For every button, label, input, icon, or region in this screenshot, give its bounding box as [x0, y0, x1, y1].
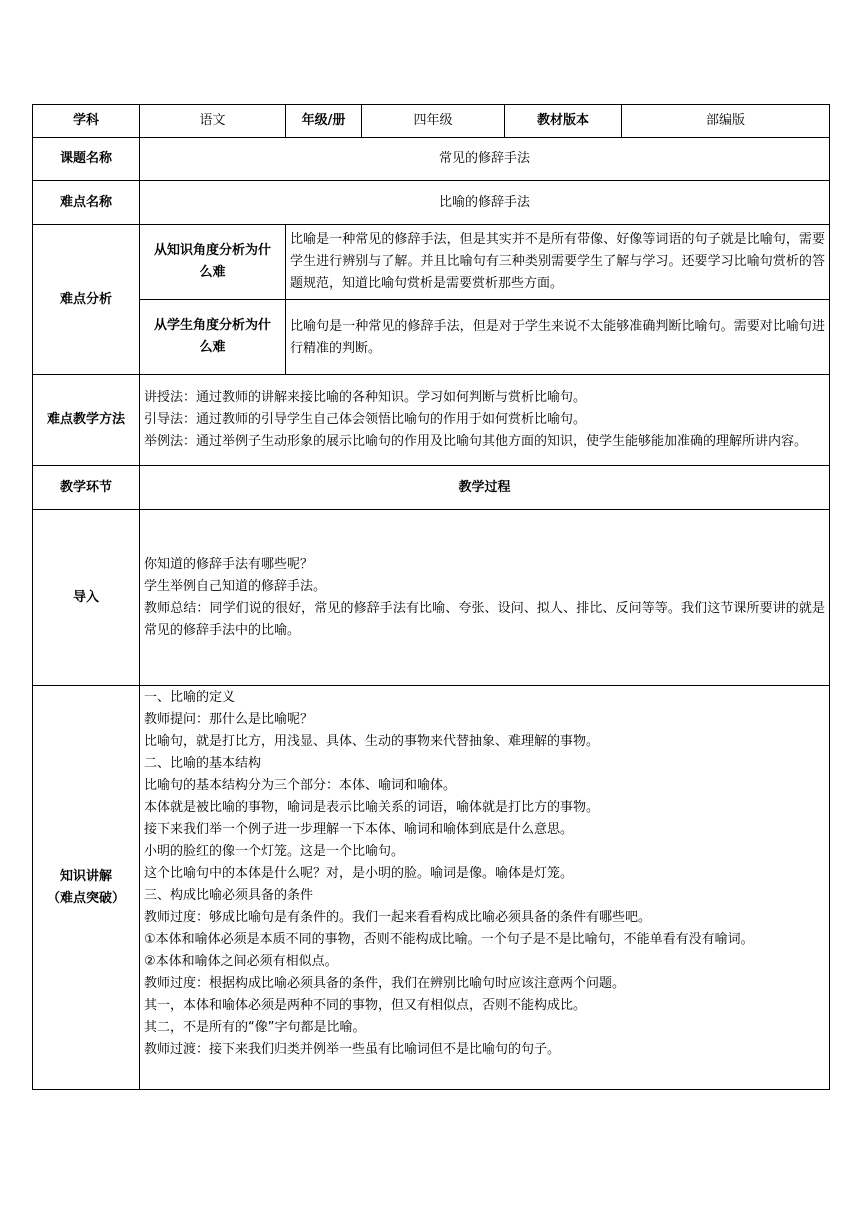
- analysis-knowledge-row: [33, 225, 830, 300]
- lesson-plan-table: [32, 104, 830, 1090]
- grade-value: 四年级: [362, 105, 505, 138]
- student-angle-label: 从学生角度分析为什么难: [140, 300, 286, 375]
- difficulty-label: 难点名称: [33, 181, 140, 225]
- knowledge-row: [33, 686, 830, 1090]
- knowledge-line: 比喻句，就是打比方，用浅显、具体、生动的事物来代替抽象、难理解的事物。: [144, 734, 600, 749]
- knowledge-line: 其二，不是所有的“像”字句都是比喻。: [144, 1020, 366, 1035]
- intro-label: 导入: [33, 510, 140, 686]
- knowledge-line: 本体就是被比喻的事物，喻词是表示比喻关系的词语，喻体就是打比方的事物。: [144, 800, 600, 815]
- knowledge-line: 二、比喻的基本结构: [144, 756, 262, 771]
- knowledge-angle-text: 比喻是一种常见的修辞手法，但是其实并不是所有带像、好像等词语的句子就是比喻句，需要学生进行辨别与了解。并且比喻句有三种类别需要学生了解与学习。还要学习比喻句赏析的答题规范，知道比喻句赏析是需要赏析那些方面。: [286, 225, 830, 300]
- topic-value: 常见的修辞手法: [140, 138, 830, 181]
- knowledge-label-line2: （难点突破）: [46, 890, 125, 906]
- knowledge-line: 一、比喻的定义: [144, 690, 236, 705]
- knowledge-angle-label: 从知识角度分析为什么难: [140, 225, 286, 300]
- stage-label: 教学环节: [33, 466, 140, 510]
- process-label: 教学过程: [140, 466, 830, 510]
- intro-line: 你知道的修辞手法有哪些呢？: [144, 556, 314, 572]
- grade-label: 年级/册: [286, 105, 362, 138]
- knowledge-text: [140, 686, 830, 1090]
- knowledge-line: 教师过渡：接下来我们归类并例举一些虽有比喻词但不是比喻句的句子。: [144, 1042, 561, 1057]
- process-header-row: [33, 466, 830, 510]
- knowledge-line: 教师过度：根据构成比喻必须具备的条件，我们在辨别比喻句时应该注意两个问题。: [144, 976, 626, 991]
- topic-row: [33, 138, 830, 181]
- analysis-label: 难点分析: [33, 225, 140, 375]
- knowledge-line: 接下来我们举一个例子进一步理解一下本体、喻词和喻体到底是什么意思。: [144, 822, 574, 837]
- header-row: [33, 105, 830, 138]
- knowledge-line: 教师过度：够成比喻句是有条件的。我们一起来看看构成比喻必须具备的条件有哪些吧。: [144, 910, 652, 925]
- subject-label: 学科: [33, 105, 140, 138]
- method-line: 引导法：通过教师的引导学生自己体会领悟比喻句的作用于如何赏析比喻句。: [144, 412, 587, 427]
- knowledge-line: 三、构成比喻必须具备的条件: [144, 888, 314, 903]
- knowledge-line: ②本体和喻体之间必须有相似点。: [144, 954, 338, 969]
- topic-label: 课题名称: [33, 138, 140, 181]
- subject-value: 语文: [140, 105, 286, 138]
- difficulty-value: 比喻的修辞手法: [140, 181, 830, 225]
- intro-line: 教师总结：同学们说的很好，常见的修辞手法有比喻、夸张、设问、拟人、排比、反问等等。我们这节课所要讲的就是常见的修辞手法中的比喻。: [144, 600, 825, 638]
- knowledge-label-line1: 知识讲解: [59, 868, 112, 884]
- knowledge-label: [33, 686, 140, 1090]
- knowledge-line: 这个比喻句中的本体是什么呢？对，是小明的脸。喻词是像。喻体是灯笼。: [144, 866, 574, 881]
- method-line: 举例法：通过举例子生动形象的展示比喻句的作用及比喻句其他方面的知识，使学生能够能加准确的理解所讲内容。: [144, 434, 808, 449]
- knowledge-line: 小明的脸红的像一个灯笼。这是一个比喻句。: [144, 844, 405, 859]
- analysis-student-row: [33, 300, 830, 375]
- difficulty-row: [33, 181, 830, 225]
- knowledge-line: 比喻句的基本结构分为三个部分：本体、喻词和喻体。: [144, 778, 457, 793]
- edition-value: 部编版: [622, 105, 830, 138]
- knowledge-line: 教师提问：那什么是比喻呢？: [144, 712, 314, 727]
- methods-row: [33, 375, 830, 466]
- intro-row: [33, 510, 830, 686]
- intro-line: 学生举例自己知道的修辞手法。: [144, 578, 327, 594]
- knowledge-line: 其一，本体和喻体必须是两种不同的事物，但又有相似点，否则不能构成比。: [144, 998, 587, 1013]
- methods-text: [140, 375, 830, 466]
- method-line: 讲授法：通过教师的讲解来接比喻的各种知识。学习如何判断与赏析比喻句。: [144, 390, 587, 405]
- edition-label: 教材版本: [505, 105, 622, 138]
- intro-text: [140, 510, 830, 686]
- methods-label: 难点教学方法: [33, 375, 140, 466]
- knowledge-line: ①本体和喻体必须是本质不同的事物，否则不能构成比喻。一个句子是不是比喻句，不能单看有没有喻词。: [144, 932, 754, 947]
- student-angle-text: 比喻句是一种常见的修辞手法，但是对于学生来说不太能够准确判断比喻句。需要对比喻句进行精准的判断。: [286, 300, 830, 375]
